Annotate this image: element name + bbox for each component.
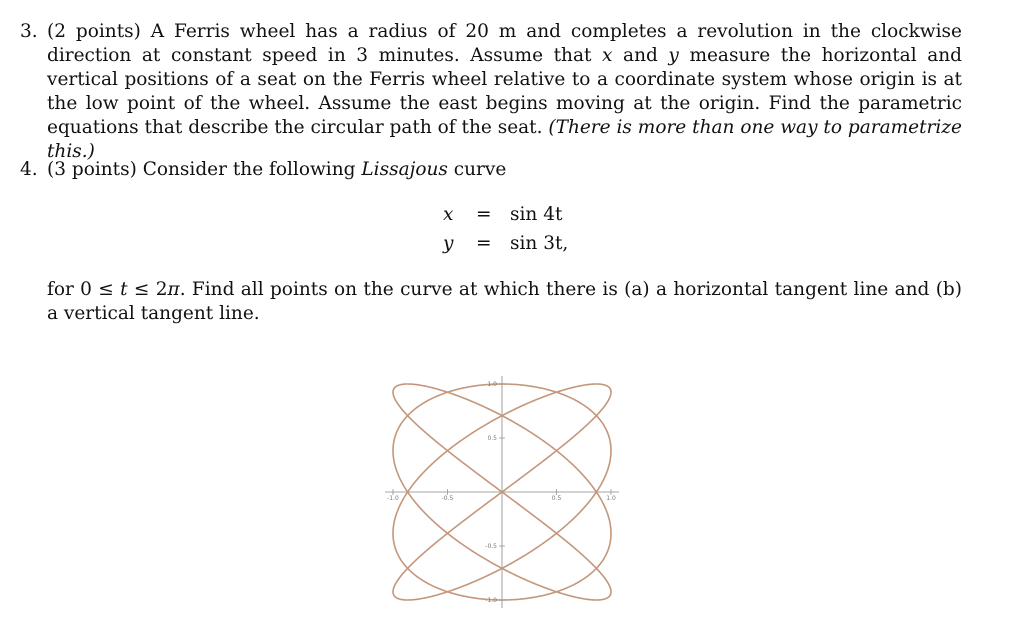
y-tick-label: 1.0 xyxy=(487,381,497,388)
pi-symbol: π xyxy=(167,279,180,300)
x-tick-label: 0.5 xyxy=(551,495,562,502)
eq1-op: = xyxy=(476,204,492,225)
body-c: . Find all points on the curve at which there is (a) a horizontal tangent line and (b) a vertical tangent line. xyxy=(47,279,962,324)
problem-3-text-c: measure the horizontal and vertical positions of a seat on the Ferris wheel relative to a coordinate system whose origin is at the low point of the wheel. Assume the east begins moving at the origin. Find the parametric equations that describe the circular path of the seat. xyxy=(47,45,962,138)
x-tick-label: -0.5 xyxy=(441,495,454,502)
lissajous-plot xyxy=(375,373,635,613)
y-tick-label: 0.5 xyxy=(487,435,497,442)
x-tick-label: 1.0 xyxy=(606,495,616,502)
problem-4-intro-a: (3 points) Consider the following xyxy=(47,159,362,180)
y-tick-label: -1.0 xyxy=(485,597,497,604)
var-t: t xyxy=(120,279,128,300)
x-tick-label: -1.0 xyxy=(387,495,399,502)
body-a: for 0 ≤ xyxy=(47,279,121,300)
problem-3-number: 3. xyxy=(20,21,38,42)
eq2-rhs: sin 3t, xyxy=(510,233,569,254)
problem-3-note: (There is more than one way to parametrize this.) xyxy=(47,117,962,162)
body-b: ≤ 2 xyxy=(127,279,168,300)
var-y: y xyxy=(668,45,679,66)
y-tick-label: -0.5 xyxy=(485,543,497,550)
eq2-op: = xyxy=(476,233,492,254)
var-x: x xyxy=(602,45,613,66)
plot-layer xyxy=(385,376,619,608)
problem-4-body-text xyxy=(47,278,962,326)
eq2-lhs: y xyxy=(443,233,454,254)
problem-4-intro-b: curve xyxy=(447,159,507,180)
problem-4-number: 4. xyxy=(20,159,38,180)
eq1-lhs: x xyxy=(443,204,454,225)
problem-3-text-a: (2 points) A Ferris wheel has a radius of 20 m and completes a revolution in the clockwise direction at constant speed in 3 minutes. Assume that xyxy=(47,21,962,66)
lissajous-word: Lissajous xyxy=(361,159,448,180)
problem-3-text-b: and xyxy=(612,45,669,66)
eq1-rhs: sin 4t xyxy=(510,204,563,225)
problem-3-text xyxy=(47,20,962,164)
problem-4-intro xyxy=(47,158,962,182)
